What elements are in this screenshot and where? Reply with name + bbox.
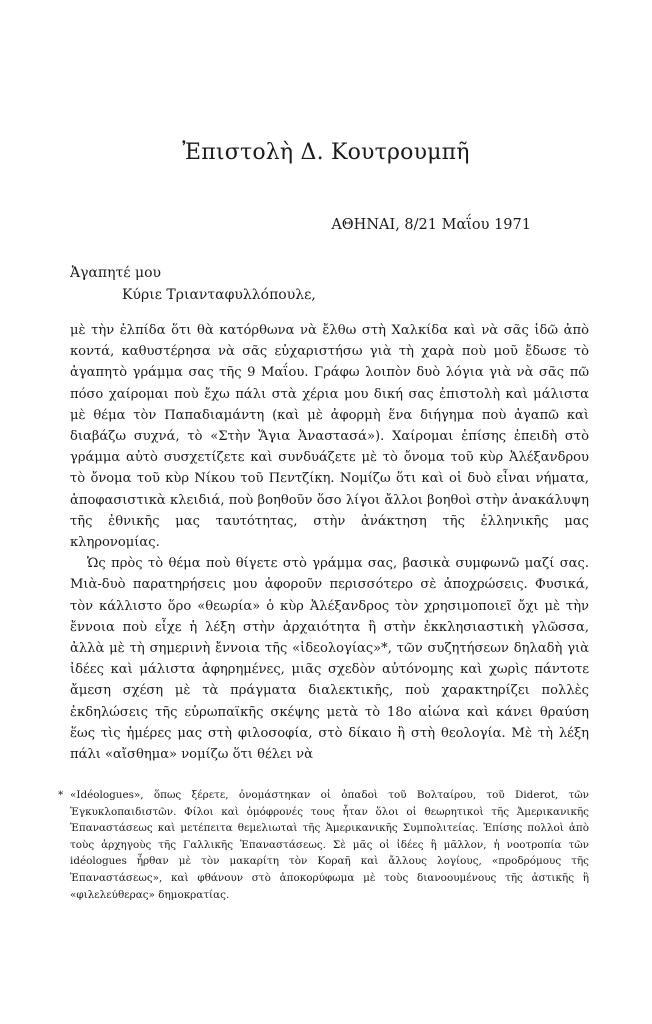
- footnote: [58, 787, 589, 903]
- letter-body: [70, 320, 589, 765]
- footnote-marker: *: [58, 789, 64, 801]
- body-paragraph-1: μὲ τὴν ἐλπίδα ὅτι θὰ κατόρθωνα νὰ ἔλθω στὴ Χαλκίδα καὶ νὰ σᾶς ἰδῶ ἀπὸ κοντά, καθυστέρησα νὰ σᾶς εὐχαριστήσω γιὰ τὴ χαρὰ ποὺ μοῦ ἔδωσε τὸ ἀγαπητὸ γράμμα σας τῆς 9 Μαΐου. Γράφω λοιπὸν δυὸ λόγια γιὰ νὰ σᾶς πῶ πόσο χαίρομαι ποὺ ἔχω πάλι στὰ χέρια μου δική σας ἐπιστολὴ καὶ μάλιστα μὲ θέμα τὸν Παπαδιαμάντη (καὶ μὲ ἀφορμὴ ἕνα διήγημα ποὺ ἀγαπῶ καὶ διαβάζω συχνά, τὸ «Στὴν Ἅγια Ἀναστασά»). Χαίρομαι ἐπίσης ἐπειδὴ στὸ γράμμα αὐτὸ συσχετίζετε καὶ συνδυάζετε μὲ τὸ ὄνομα τοῦ κὺρ Ἀλέξανδρου τὸ ὄνομα τοῦ κὺρ Νίκου τοῦ Πεντζίκη. Νομίζω ὅτι καὶ οἱ δυὸ εἶναι νήματα, ἀποφασιστικὰ κλειδιά, ποὺ βοηθοῦν ὅσο λίγοι ἄλλοι βοηθοὶ στὴν ἀνακάλυψη τῆς ἐθνικῆς μας ταυτότητας, στὴν ἀνάκτηση τῆς ἑλληνικῆς μας κληρονομίας.: [70, 323, 589, 551]
- dateline: ΑΘΗΝΑΙ, 8/21 Μαΐου 1971: [331, 217, 531, 233]
- salutation-greeting: Ἀγαπητέ μου: [70, 265, 162, 281]
- salutation: [70, 262, 316, 306]
- footnote-text: «Idéologues», ὅπως ξέρετε, ὀνομάστηκαν οἱ ὀπαδοὶ τοῦ Βολταίρου, τοῦ Diderot, τῶν Ἐγκυκλοπαιδιστῶν. Φίλοι καὶ ὁμόφρονές τους ἦταν ὅλοι οἱ θεωρητικοὶ τῆς Ἀμερικανικῆς Ἐπαναστάσεως καὶ μετέπειτα θεμελιωταὶ τῆς Ἀμερικανικῆς Συμπολιτείας. Ἐπίσης πολλοὶ ἀπὸ τοὺς ἀρχηγοὺς τῆς Γαλλικῆς Ἐπαναστάσεως. Σὲ μᾶς οἱ ἰδέες ἢ μᾶλλον, ἡ νοοτροπία τῶν idéologues ἦρθαν μὲ τὸν μακαρίτη τὸν Κοραῆ καὶ ἄλλους λογίους, «προδρόμους τῆς Ἐπαναστάσεως», καὶ φθάνουν στὸ ἀποκορύφωμα μὲ τοὺς διανοουμένους τῆς ἀστικῆς ἢ «φιλελεύθερας» δημοκρατίας.: [70, 789, 589, 901]
- salutation-addressee: Κύριε Τριανταφυλλόπουλε,: [122, 287, 316, 303]
- body-paragraph-2: Ὡς πρὸς τὸ θέμα ποὺ θίγετε στὸ γράμμα σας, βασικὰ συμφωνῶ μαζί σας. Μιὰ-δυὸ παρατηρήσεις μου ἀφοροῦν περισσότερο σὲ ἀποχρώσεις. Φυσικά, τὸν κάλλιστο ὅρο «θεωρία» ὁ κὺρ Ἀλέξανδρος τὸν χρησιμοποιεῖ ὄχι μὲ τὴν ἔννοια ποὺ εἶχε ἡ λέξη στὴν ἀρχαιότητα ἢ στὴν ἐκκλησιαστικὴ γλῶσσα, ἀλλὰ μὲ τὴ σημερινὴ ἔννοια τῆς «ἰδεολογίας»*, τῶν συζητήσεων δηλαδὴ γιὰ ἰδέες καὶ μάλιστα ἀφηρημένες, μιᾶς σχεδὸν αὐτόνομης καὶ χωρὶς πάντοτε ἄμεση σχέση μὲ τὰ πράγματα διαλεκτικῆς, ποὺ χαρακτηρίζει πολλὲς ἐκδηλώσεις τῆς εὐρωπαϊκῆς σκέψης μετὰ τὸ 18ο αἰώνα καὶ κάνει θραύση ἕως τὶς ἡμέρες μας στὴ φιλοσοφία, στὸ δίκαιο ἢ στὴ θεολογία. Μὲ τὴ λέξη πάλι «αἴσθημα» νομίζω ὅτι θέλει νὰ: [70, 556, 589, 763]
- letter-title: Ἐπιστολὴ Δ. Κουτρουμπῆ: [182, 140, 470, 165]
